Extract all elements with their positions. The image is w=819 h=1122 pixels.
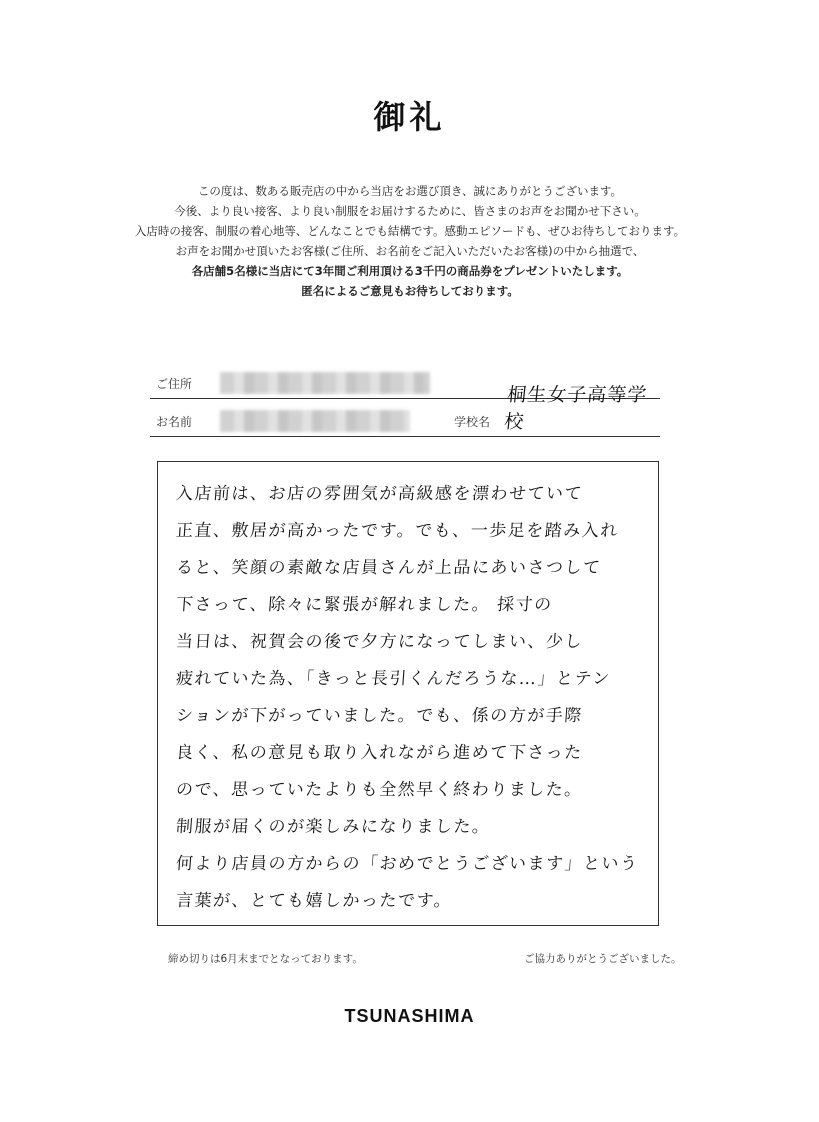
comment-line: 当日は、祝賀会の後で夕方になってしまい、少し (175, 632, 584, 652)
school-value: 桐生女子高等学校 (503, 384, 649, 433)
page-title: 御礼 (373, 98, 446, 136)
intro-text (60, 181, 760, 301)
intro-line-prize: 各店舗5名様に当店にて3年間ご利用頂ける3千円の商品券をプレゼントいたします。 (191, 264, 629, 278)
comment-line: 疲れていた為、「きっと長引くんだろうな…」とテン (175, 669, 612, 689)
comment-line: ションが下がっていました。でも、係の方が手際 (175, 706, 584, 726)
comment-line: ので、思っていたよりも全然早く終わりました。 (175, 780, 584, 800)
comment-line: 制服が届くのが楽しみになりました。 (175, 817, 492, 837)
address-redacted (220, 372, 430, 394)
intro-line-anonymous: 匿名によるご意見もお待ちしております。 (301, 284, 519, 298)
comment-text (176, 476, 646, 920)
deadline-note: 締め切りは6月末までとなっております。 (168, 953, 363, 965)
brand-logo: TSUNASHIMA (344, 1006, 475, 1026)
name-redacted (220, 410, 410, 432)
name-label: お名前 (156, 415, 193, 429)
intro-line: この度は、数ある販売店の中から当店をお選び頂き、誠にありがとうございます。 (197, 184, 623, 198)
comment-line: 正直、敷居が高かったです。でも、一歩足を踏み入れ (175, 521, 620, 541)
intro-line: 入店時の接客、制服の着心地等、どんなことでも結構です。感動エピソードも、ぜひお待ちしております。 (134, 224, 686, 238)
comment-box (157, 461, 659, 926)
school-label: 学校名 (454, 415, 491, 429)
intro-line: 今後、より良い接客、より良い制服をお届けするために、皆さまのお声をお聞かせ下さい。 (174, 204, 646, 218)
comment-line: ると、笑顔の素敵な店員さんが上品にあいさつして (175, 558, 603, 578)
intro-line: お声をお聞かせ頂いたお客様(ご住所、お名前をご記入いただいたお客様)の中から抽選で、 (175, 244, 645, 258)
comment-line: 良く、私の意見も取り入れながら進めて下さった (175, 743, 584, 763)
comment-line: 何より店員の方からの「おめでとうございます」という (175, 854, 640, 874)
comment-line: 下さって、除々に緊張が解れました。 採寸の (175, 595, 554, 615)
comment-line: 入店前は、お店の雰囲気が高級感を漂わせていて (175, 484, 584, 504)
thanks-note: ご協力ありがとうございました。 (524, 953, 682, 965)
address-label: ご住所 (156, 377, 193, 391)
comment-line: 言葉が、とても嬉しかったです。 (175, 891, 453, 911)
